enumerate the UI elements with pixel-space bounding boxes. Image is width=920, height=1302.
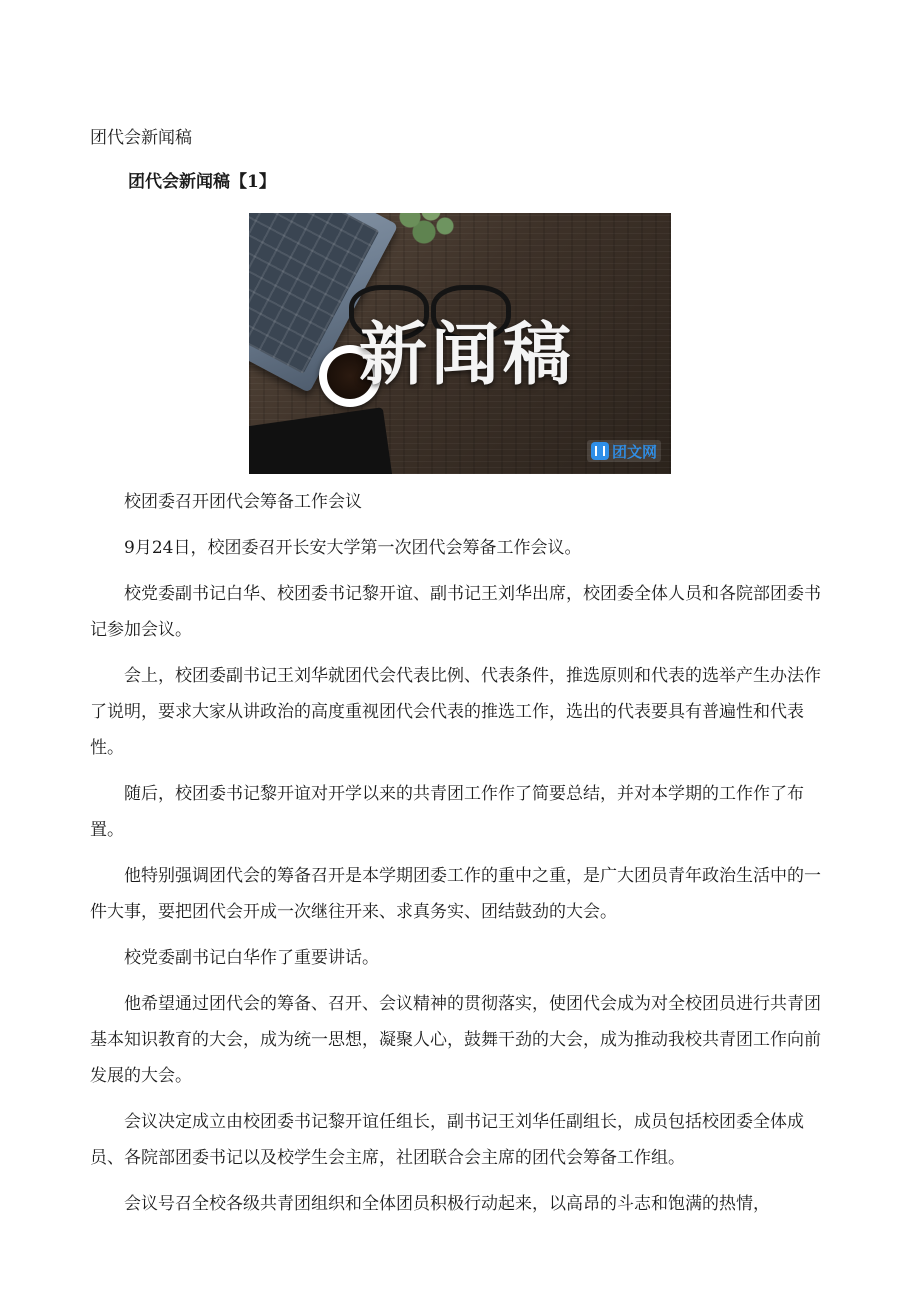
paragraph: 9月24日，校团委召开长安大学第一次团代会筹备工作会议。 (124, 538, 582, 558)
paragraph: 会上，校团委副书记王刘华就团代会代表比例、代表条件，推选原则和代表的选举产生办法作了说明，要求大家从讲政治的高度重视团代会代表的推选工作，选出的代表要具有普遍性和代表性。 (90, 666, 821, 758)
plant-icon (389, 213, 459, 253)
paragraph: 会议号召全校各级共青团组织和全体团员积极行动起来，以高昂的斗志和饱满的热情， (124, 1194, 770, 1214)
paragraph: 会议决定成立由校团委书记黎开谊任组长，副书记王刘华任副组长，成员包括校团委全体成员、各院部团委书记以及校学生会主席，社团联合会主席的团代会筹备工作组。 (90, 1112, 804, 1168)
paragraph: 校党委副书记白华作了重要讲话。 (124, 948, 379, 968)
section-title: 团代会新闻稿【1】 (128, 172, 276, 192)
paragraph: 他希望通过团代会的筹备、召开、会议精神的贯彻落实，使团代会成为对全校团员进行共青团基本知识教育的大会，成为统一思想，凝聚人心，鼓舞干劲的大会，成为推动我校共青团工作向前发展的大会。 (90, 994, 821, 1086)
banner-title: 新闻稿 (358, 316, 575, 395)
paragraph: 他特别强调团代会的筹备召开是本学期团委工作的重中之重，是广大团员青年政治生活中的一件大事，要把团代会开成一次继往开来、求真务实、团结鼓劲的大会。 (90, 866, 821, 922)
article-body (90, 484, 830, 1232)
paragraph: 校党委副书记白华、校团委书记黎开谊、副书记王刘华出席，校团委全体人员和各院部团委书记参加会议。 (90, 584, 821, 640)
tablet-icon (249, 407, 394, 474)
paragraph: 校团委召开团代会筹备工作会议 (124, 492, 362, 512)
document-title: 团代会新闻稿 (90, 128, 192, 148)
paragraph: 随后，校团委书记黎开谊对开学以来的共青团工作作了简要总结，并对本学期的工作作了布置。 (90, 784, 804, 840)
watermark-badge (587, 440, 661, 462)
book-icon (591, 442, 609, 460)
news-banner-image (249, 213, 671, 474)
watermark-label: 团文网 (611, 442, 657, 461)
